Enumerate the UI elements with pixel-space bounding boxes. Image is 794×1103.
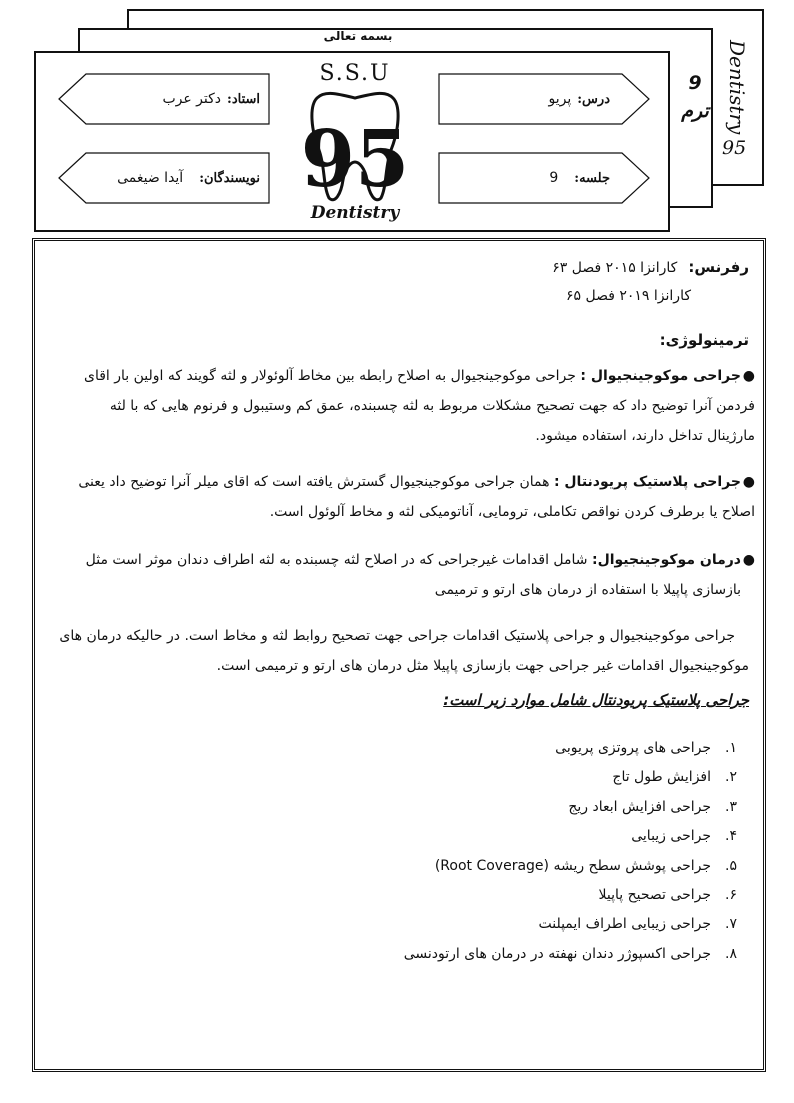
- list-item: [404, 734, 737, 763]
- list-item-number: ۴.: [725, 828, 737, 845]
- writer-tag: [58, 152, 270, 204]
- list-item: [404, 793, 737, 822]
- references-row: [49, 257, 749, 276]
- list-item-text: جراحی تصحیح پاپیلا: [598, 886, 711, 903]
- logo-mark: 95: [305, 114, 405, 205]
- writer-label: نویسندگان:: [199, 170, 260, 186]
- term-label: جراحی پلاستیک پریودنتال :: [553, 474, 741, 490]
- list-item: [404, 940, 737, 969]
- summary-line: جراحی موکوجینجیوال و جراحی پلاستیک اقدامات جراحی جهت تصحیح روابط لثه و مخاط است. در حالیکه درمان های: [59, 628, 735, 644]
- list-item: [404, 852, 737, 881]
- bullet-dot-icon: ●: [742, 474, 755, 490]
- term-text-line: جراحی موکوجینجیوال به اصلاح رابطه بین مخاط آلوئولار و لثه گویند که اولین بار اقای: [84, 368, 576, 384]
- list-item-text: جراحی افزایش ابعاد ریج: [568, 798, 711, 815]
- list-item: [404, 822, 737, 851]
- session-label: جلسه:: [574, 170, 610, 186]
- term-text-line: مارژینال تداخل دارند، استفاده میشود.: [535, 428, 755, 444]
- brand-vertical: [718, 30, 758, 180]
- brand-word: Dentistry: [725, 40, 749, 135]
- list-item-number: ۱.: [725, 740, 737, 756]
- list-item: [404, 881, 737, 910]
- side-course-info: [678, 72, 712, 122]
- course-label: درس:: [577, 91, 610, 107]
- teacher-value: دکتر عرب: [162, 91, 222, 107]
- term-text-line: اصلاح یا برطرف کردن نواقص تکاملی، ترومایی، آناتومیکی لثه و مخاط آلوئول است.: [269, 504, 755, 520]
- summary-line: موکوجینجیوال اقدامات غیر جراحی جهت بازسازی پاپیلا مثل درمان های ارتو و ترمیمی است.: [216, 658, 749, 674]
- side-word: ترم: [681, 100, 709, 122]
- term-text-line: همان جراحی موکوجینجیوال گسترش یافته است که اقای میلر آنرا توضیح داد یعنی: [78, 474, 550, 490]
- list-item-number: ۶.: [725, 886, 737, 903]
- term-label: درمان موکوجینجیوال:: [591, 552, 741, 568]
- list-item-text: جراحی پوشش سطح ریشه (Root Coverage): [434, 857, 711, 874]
- list-item-text: جراحی زیبایی اطراف ایمپلنت: [538, 916, 711, 933]
- bullet-dot-icon: ●: [742, 368, 755, 384]
- list-item-text: افزایش طول تاج: [612, 769, 711, 786]
- summary-paragraph: [49, 621, 749, 681]
- term-text-line: شامل اقدامات غیرجراحی که در اصلاح لثه چسبنده به لثه اطراف دندان موثر است مثل: [85, 552, 588, 568]
- list-item-number: ۳.: [725, 798, 737, 815]
- list-item-number: ۷.: [725, 916, 737, 933]
- list-item-number: ۸.: [725, 945, 737, 962]
- teacher-tag: [58, 73, 270, 125]
- ssu-dentistry-logo: [305, 58, 405, 228]
- list-item: [404, 763, 737, 792]
- term-text-line: بازسازی پاپیلا با استفاده از درمان های ارتو و ترمیمی: [434, 582, 741, 598]
- procedure-list: [404, 734, 737, 969]
- list-item-text: جراحی زیبایی: [631, 828, 711, 845]
- content-box: [32, 238, 766, 1072]
- bismillah-text: بسمه تعالی: [323, 29, 393, 43]
- course-value: پریو: [548, 91, 572, 107]
- terminology-item-1: [49, 361, 755, 451]
- logo-bottom-text: Dentistry: [310, 203, 400, 223]
- logo-top-text: S.S.U: [319, 61, 391, 86]
- list-item-text: جراحی های پروتزی پریوبی: [555, 740, 711, 756]
- terminology-item-3: [49, 545, 755, 605]
- session-value: 9: [549, 170, 559, 186]
- list-item-text: جراحی اکسپوژر دندان نهفته در درمان های ارتودنسی: [403, 945, 711, 962]
- terminology-title: ترمینولوژی:: [659, 331, 749, 349]
- term-label: جراحی موکوجینجیوال :: [580, 368, 741, 384]
- session-tag: [438, 152, 650, 204]
- bullet-dot-icon: ●: [742, 552, 755, 568]
- terminology-item-2: [49, 467, 755, 527]
- side-number: 9: [688, 72, 702, 94]
- list-item-number: ۵.: [725, 857, 737, 874]
- course-tag: [438, 73, 650, 125]
- list-heading: جراحی پلاستیک پریودنتال شامل موارد زیر است:: [443, 691, 749, 709]
- writer-value: آیدا ضیغمی: [117, 170, 184, 186]
- references-line-2: کارانزا ۲۰۱۹ فصل ۶۵: [565, 288, 691, 304]
- teacher-label: استاد:: [227, 91, 260, 107]
- term-text-line: فردمن آنرا توضیح داد که جهت تصحیح مشکلات مربوط به لثه چسبنده، عمق کم وستیبول و فرنوم هایی که با لثه: [109, 398, 755, 414]
- list-item-number: ۲.: [725, 769, 737, 786]
- references-line-1: کارانزا ۲۰۱۵ فصل ۶۳: [552, 260, 678, 276]
- list-item: [404, 910, 737, 939]
- references-label: رفرنس:: [688, 258, 749, 276]
- brand-year: 95: [722, 137, 747, 159]
